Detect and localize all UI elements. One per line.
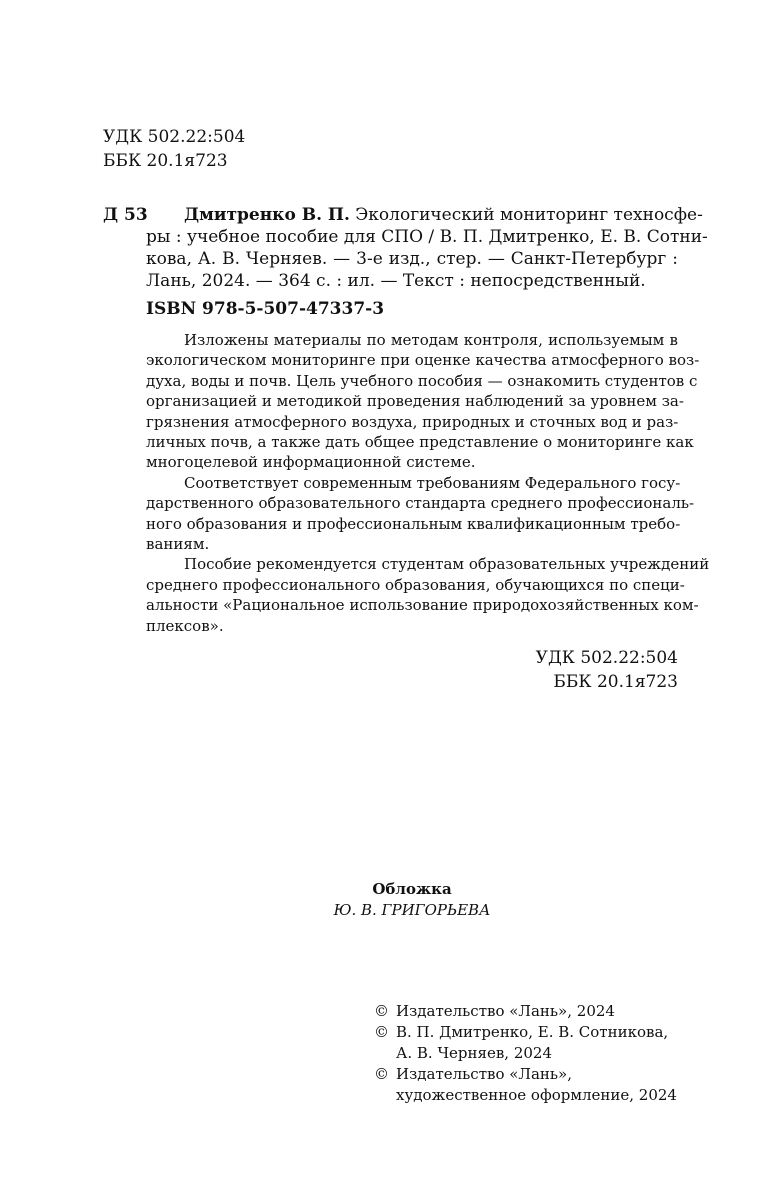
cover-credit	[146, 879, 678, 921]
bibliographic-record	[146, 204, 708, 292]
copyright-holder: В. П. Дмитренко, Е. В. Сотникова,	[396, 1023, 669, 1041]
cover-credit-name: Ю. В. ГРИГОРЬЕВА	[333, 901, 491, 919]
copyright-holder-continued: А. В. Черняев, 2024	[396, 1044, 553, 1062]
isbn: ISBN 978-5-507-47337-3	[146, 299, 385, 319]
annotation-line: среднего профессионального образования, обучающихся по специ-	[146, 575, 685, 594]
annotation-line: экологическом мониторинге при оценке качества атмосферного воз-	[146, 351, 700, 370]
bib-line-2: ры : учебное пособие для СПО / В. П. Дмитренко, Е. В. Сотни-	[146, 227, 708, 247]
copyright-line	[374, 1022, 684, 1043]
udk-code: УДК 502.22:504	[103, 127, 246, 147]
annotation-line: дарственного образовательного стандарта среднего профессиональ-	[146, 494, 695, 513]
annotation-line: грязнения атмосферного воздуха, природных и сточных вод и раз-	[146, 412, 679, 431]
bib-author: Дмитренко В. П.	[184, 205, 350, 225]
annotation-line: альности «Рациональное использование природохозяйственных ком-	[146, 596, 699, 615]
classification-codes-top	[103, 125, 245, 173]
library-author-code: Д 53	[103, 205, 148, 225]
annotation	[146, 330, 710, 636]
bbk-code: ББК 20.1я723	[103, 151, 228, 171]
udk-code: УДК 502.22:504	[535, 648, 678, 668]
copyright-holder-continued: художественное оформление, 2024	[396, 1086, 677, 1104]
copyright-holder: Издательство «Лань»,	[396, 1065, 573, 1083]
annotation-line: личных почв, а также дать общее представление о мониторинге как	[146, 433, 694, 452]
copyright-symbol: ©	[374, 1002, 389, 1020]
annotation-line: ваниям.	[146, 535, 210, 554]
classification-codes-bottom	[460, 646, 678, 694]
copyright-symbol: ©	[374, 1065, 389, 1083]
bib-line-4: Лань, 2024. — 364 с. : ил. — Текст : непосредственный.	[146, 271, 646, 291]
annotation-line: ного образования и профессиональным квалификационным требо-	[146, 514, 681, 533]
annotation-line: организацией и методикой проведения наблюдений за уровнем за-	[146, 392, 684, 411]
annotation-line: плексов».	[146, 616, 224, 635]
copyright-line	[374, 1064, 684, 1085]
bib-title-start: Экологический мониторинг техносфе-	[355, 205, 703, 225]
copyright-symbol: ©	[374, 1023, 389, 1041]
bbk-code: ББК 20.1я723	[553, 672, 678, 692]
copyright-notices	[374, 1001, 684, 1106]
annotation-line: Пособие рекомендуется студентам образовательных учреждений	[184, 555, 710, 574]
bib-line-1	[146, 204, 703, 226]
bib-line-3: кова, А. В. Черняев. — 3-е изд., стер. — Санкт-Петербург :	[146, 249, 678, 269]
annotation-line: Соответствует современным требованиям Федерального госу-	[184, 473, 681, 492]
cover-credit-label: Обложка	[372, 880, 452, 898]
annotation-line: Изложены материалы по методам контроля, используемым в	[184, 331, 678, 349]
annotation-line: духа, воды и почв. Цель учебного пособия — ознакомить студентов с	[146, 371, 698, 390]
annotation-line: многоцелевой информационной системе.	[146, 453, 476, 472]
copyright-line	[374, 1001, 684, 1022]
copyright-holder: Издательство «Лань», 2024	[396, 1002, 615, 1020]
